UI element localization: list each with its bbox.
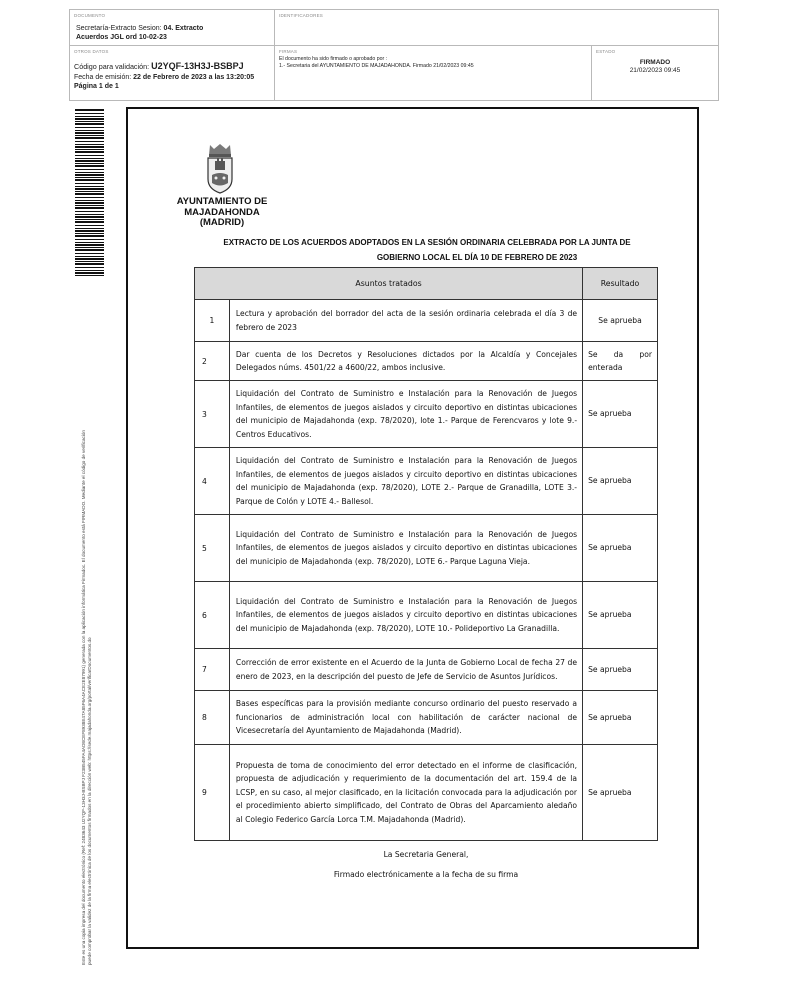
signature-title: La Secretaria General, bbox=[383, 850, 469, 859]
table-row bbox=[195, 515, 658, 582]
table-row bbox=[195, 381, 658, 448]
documento-line1: Secretaría-Extracto Sesion: 04. Extracto bbox=[76, 25, 204, 32]
row-result: Se aprueba bbox=[583, 381, 658, 448]
org-line1: AYUNTAMIENTO DE bbox=[176, 196, 268, 207]
table-row bbox=[195, 649, 658, 691]
row-result: Se aprueba bbox=[583, 691, 658, 745]
row-subject: Dar cuenta de los Decretos y Resoluciones dictados por la Alcaldía y Concejales Delegados núms. 4501/22 a 4600/22, ambos inclusive. bbox=[229, 342, 582, 381]
firmas-label: FIRMAS bbox=[279, 49, 298, 54]
row-subject: Liquidación del Contrato de Suministro e Instalación para la Renovación de Juegos Infantiles, de elementos de juegos aislados y circuito deportivo en distintas ubicaciones del municipio de Majadahonda (exp. 78/2020), LOTE 10.- Polideportivo La Granadilla. bbox=[229, 582, 582, 649]
estado-value: FIRMADO bbox=[639, 59, 671, 66]
row-result: Se aprueba bbox=[583, 448, 658, 515]
row-subject: Lectura y aprobación del borrador del acta de la sesión ordinaria celebrada el día 3 de febrero de 2023 bbox=[229, 300, 582, 342]
row-subject: Bases específicas para la provisión mediante concurso ordinario del puesto reservado a funcionarios de administración local con habilitación de carácter nacional de Vicesecretaría del Ayuntamiento de Majadahonda (Madrid). bbox=[229, 691, 582, 745]
row-number: 9 bbox=[195, 745, 230, 841]
row-subject: Liquidación del Contrato de Suministro e Instalación para la Renovación de Juegos Infantiles, de elementos de juegos aislados y circuito deportivo en distintas ubicaciones del municipio de Majadahonda (exp. 78/2020), LOTE 2.- Parque de Granadilla, LOTE 3.- Parque de Colón y LOTE 4.- Ballesol. bbox=[229, 448, 582, 515]
coat-of-arms-icon bbox=[204, 143, 236, 195]
organization-name bbox=[162, 197, 282, 229]
identificadores-label: IDENTIFICADORES bbox=[279, 13, 324, 18]
row-subject: Liquidación del Contrato de Suministro e Instalación para la Renovación de Juegos Infantiles, de elementos de juegos aislados y circuito deportivo en distintas ubicaciones del municipio de Majadahonda (exp. 78/2020), LOTE 6.- Parque Laguna Vieja. bbox=[229, 515, 582, 582]
org-line2: MAJADAHONDA bbox=[184, 206, 260, 218]
row-number: 5 bbox=[195, 515, 230, 582]
row-result: Se aprueba bbox=[583, 300, 658, 342]
document-title bbox=[197, 235, 657, 265]
row-number: 4 bbox=[195, 448, 230, 515]
row-result: Se aprueba bbox=[583, 745, 658, 841]
row-number: 2 bbox=[195, 342, 230, 381]
header-firmas-box bbox=[274, 45, 592, 101]
org-line3: (MADRID) bbox=[199, 217, 245, 228]
column-header-resultado: Resultado bbox=[583, 268, 658, 300]
row-result: Se aprueba bbox=[583, 649, 658, 691]
page-count: Página 1 de 1 bbox=[74, 83, 119, 90]
signature-note: Firmado electrónicamente a la fecha de su firma bbox=[333, 870, 519, 879]
validation-code: Código para validación: U2YQF-13H3J-BSBPJ bbox=[74, 61, 244, 71]
row-number: 3 bbox=[195, 381, 230, 448]
row-number: 8 bbox=[195, 691, 230, 745]
documento-line2: Acuerdos JGL ord 10-02-23 bbox=[76, 34, 167, 41]
row-subject: Liquidación del Contrato de Suministro e Instalación para la Renovación de Juegos Infantiles, de elementos de juegos aislados y circuito deportivo en distintas ubicaciones del municipio de Majadahonda (exp. 78/2020), lote 1.- Parque de Ferencvaros y lote 9.- Centros Educativos. bbox=[229, 381, 582, 448]
table-row bbox=[195, 745, 658, 841]
table-row bbox=[195, 691, 658, 745]
header-estado-box bbox=[591, 45, 719, 101]
row-result: Se da por enterada bbox=[583, 342, 658, 381]
title-line1: EXTRACTO DE LOS ACUERDOS ADOPTADOS EN LA SESIÓN ORDINARIA CELEBRADA POR LA JUNTA DE bbox=[223, 238, 631, 247]
header-identificadores-box bbox=[274, 9, 719, 46]
row-number: 1 bbox=[195, 300, 230, 342]
header-documento-box bbox=[69, 9, 275, 46]
table-header-row bbox=[195, 268, 658, 300]
estado-label: ESTADO bbox=[596, 49, 616, 54]
row-subject: Corrección de error existente en el Acuerdo de la Junta de Gobierno Local de fecha 27 de enero de 2023, en la descripción del puesto de Jefe de Servicio de Asuntos Jurídicos. bbox=[229, 649, 582, 691]
row-result: Se aprueba bbox=[583, 582, 658, 649]
agreements-table bbox=[194, 267, 658, 841]
column-header-asuntos: Asuntos tratados bbox=[195, 268, 583, 300]
title-line2: GOBIERNO LOCAL EL DÍA 10 DE FEBRERO DE 2023 bbox=[376, 253, 578, 262]
verification-note bbox=[81, 430, 92, 965]
table-row bbox=[195, 300, 658, 342]
header-otros-datos-box bbox=[69, 45, 275, 101]
verification-note-line1: Este es una copia impresa del documento electrónico (Ref: 2483643 U2YQF-13H3J-BSBPJ F23B545FA4AD8CEF8938E47A85F6A4ACE2E87991) generada con la aplicación informática Firmadoc. El documento está FIRMADO. Mediante el código de verificación bbox=[81, 430, 86, 965]
firmas-line1: El documento ha sido firmado o aprobado por : bbox=[279, 56, 388, 62]
verification-note-line2: puede comprobar la validez de la firma electrónica de los documentos firmados en la dirección web: https://sede.majadahonda.org/portal/verificarDocumentos.do bbox=[86, 637, 92, 965]
row-number: 7 bbox=[195, 649, 230, 691]
table-row bbox=[195, 582, 658, 649]
firmas-line2: 1.- Secretaria del AYUNTAMIENTO DE MAJADAHONDA. Firmado 21/02/2023 09:45 bbox=[279, 63, 474, 69]
barcode bbox=[75, 108, 104, 276]
row-number: 6 bbox=[195, 582, 230, 649]
issue-date: Fecha de emisión: 22 de Febrero de 2023 a las 13:20:05 bbox=[74, 74, 255, 81]
row-result: Se aprueba bbox=[583, 515, 658, 582]
table-row bbox=[195, 342, 658, 381]
table-row bbox=[195, 448, 658, 515]
row-subject: Propuesta de toma de conocimiento del error detectado en el informe de clasificación, propuesta de adjudicación y requerimiento de la documentación del art. 159.4 de la LCSP, en su caso, al mejor clasificado, en la licitación convocada para la adjudicación por el procedimiento abierto simplificado, del Contrato de Obras del Aparcamiento aledaño al Colegio Federico García Lorca T.M. Majadahonda (Madrid). bbox=[229, 745, 582, 841]
documento-label: DOCUMENTO bbox=[74, 13, 106, 18]
estado-date: 21/02/2023 09:45 bbox=[629, 67, 681, 74]
otros-datos-label: OTROS DATOS bbox=[74, 49, 109, 54]
